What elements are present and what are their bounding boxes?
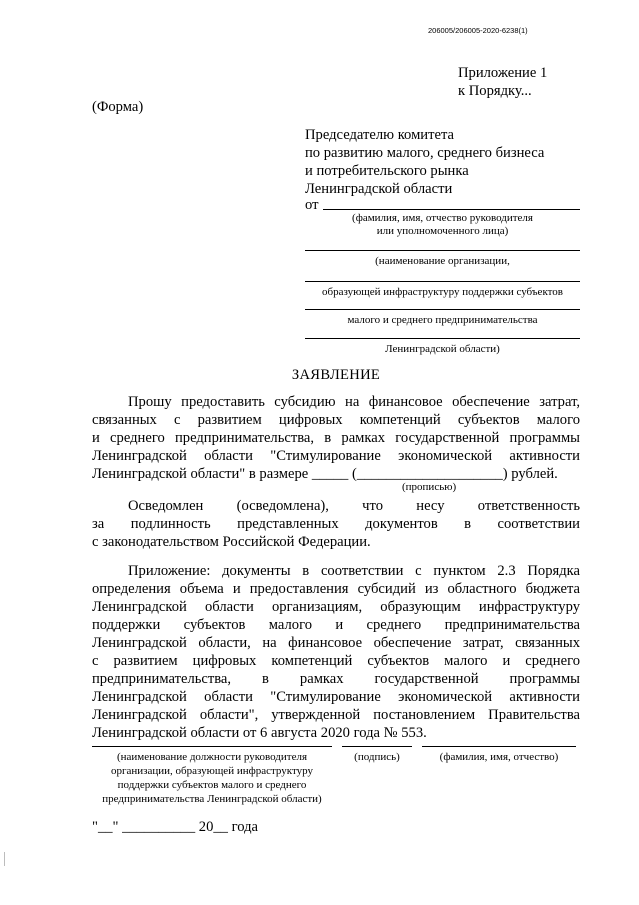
request-line-4: Ленинградской области "Стимулирование экономической активности bbox=[92, 448, 580, 464]
hint-head-name-2: или уполномоченного лица) bbox=[376, 225, 509, 237]
request-line-2: связанных с развитием цифровых компетенций субъектов малого bbox=[92, 412, 580, 428]
scan-artifact bbox=[4, 852, 5, 866]
hint-position-3: поддержки субъектов малого и среднего bbox=[117, 779, 307, 791]
signature-line[interactable] bbox=[342, 746, 412, 747]
hint-position-2: организации, образующей инфраструктуру bbox=[110, 765, 314, 777]
addressee-line-3: и потребительского рынка bbox=[305, 163, 469, 179]
from-name-line[interactable] bbox=[323, 209, 580, 210]
hint-full-name: (фамилия, имя, отчество) bbox=[439, 751, 559, 763]
acknowledge-line-1: Осведомлен (осведомлена), что несу ответственность bbox=[128, 498, 580, 514]
form-label: (Форма) bbox=[92, 99, 144, 115]
attachment-line-7: предпринимательства, в рамках государственной программы bbox=[92, 671, 580, 687]
hint-head-name-1: (фамилия, имя, отчество руководителя bbox=[352, 212, 533, 224]
attachment-line-10: Ленинградской области от 6 августа 2020 года № 553. bbox=[92, 725, 427, 741]
attachment-line-8: Ленинградской области "Стимулирование экономической активности bbox=[92, 689, 580, 705]
position-line[interactable] bbox=[92, 746, 332, 747]
appendix-line-2: к Порядку... bbox=[458, 83, 532, 99]
org-name-line-3[interactable] bbox=[305, 309, 580, 310]
attachment-line-4: поддержки субъектов малого и среднего предпринимательства bbox=[92, 617, 580, 633]
org-name-line-2[interactable] bbox=[305, 281, 580, 282]
document-title: ЗАЯВЛЕНИЕ bbox=[291, 367, 381, 383]
hint-position-1: (наименование должности руководителя bbox=[116, 751, 308, 763]
full-name-line[interactable] bbox=[422, 746, 576, 747]
hint-signature: (подпись) bbox=[354, 751, 400, 763]
hint-position-4: предпринимательства Ленинградской области) bbox=[102, 793, 322, 805]
org-name-line-1[interactable] bbox=[305, 250, 580, 251]
attachment-line-6: с развитием цифровых компетенций субъектов малого и среднего bbox=[92, 653, 580, 669]
addressee-line-1: Председателю комитета bbox=[305, 127, 455, 143]
addressee-line-2: по развитию малого, среднего бизнеса bbox=[305, 145, 545, 161]
acknowledge-line-3: с законодательством Российской Федерации. bbox=[92, 534, 371, 550]
from-label: от bbox=[305, 197, 319, 213]
addressee-line-4: Ленинградской области bbox=[305, 181, 453, 197]
request-line-3: и среднего предпринимательства, в рамках государственной программы bbox=[92, 430, 580, 446]
request-line-5: Ленинградской области" в размере _____ (____________________) рублей. bbox=[92, 466, 558, 482]
org-name-line-4[interactable] bbox=[305, 338, 580, 339]
document-id: 206005/206005-2020-6238(1) bbox=[428, 26, 528, 35]
attachment-line-2: определения объема и предоставления субсидий из областного бюджета bbox=[92, 581, 580, 597]
acknowledge-line-2: за подлинность представленных документов в соответствии bbox=[92, 516, 580, 532]
attachment-line-5: Ленинградской области, на финансовое обеспечение затрат, связанных bbox=[92, 635, 580, 651]
attachment-line-3: Ленинградской области организациям, образующим инфраструктуру bbox=[92, 599, 580, 615]
attachment-line-1: Приложение: документы в соответствии с пунктом 2.3 Порядка bbox=[128, 563, 580, 579]
date-line[interactable]: "__" __________ 20__ года bbox=[92, 819, 259, 835]
hint-org-infra: образующей инфраструктуру поддержки субъектов bbox=[322, 286, 563, 298]
hint-org-name: (наименование организации, bbox=[375, 255, 510, 267]
hint-org-sme: малого и среднего предпринимательства bbox=[347, 314, 538, 326]
request-line-1: Прошу предоставить субсидию на финансовое обеспечение затрат, bbox=[128, 394, 580, 410]
hint-org-region: Ленинградской области) bbox=[385, 343, 500, 355]
in-words-hint: (прописью) bbox=[402, 481, 457, 493]
appendix-line-1: Приложение 1 bbox=[458, 65, 548, 81]
attachment-line-9: Ленинградской области", утвержденной постановлением Правительства bbox=[92, 707, 580, 723]
